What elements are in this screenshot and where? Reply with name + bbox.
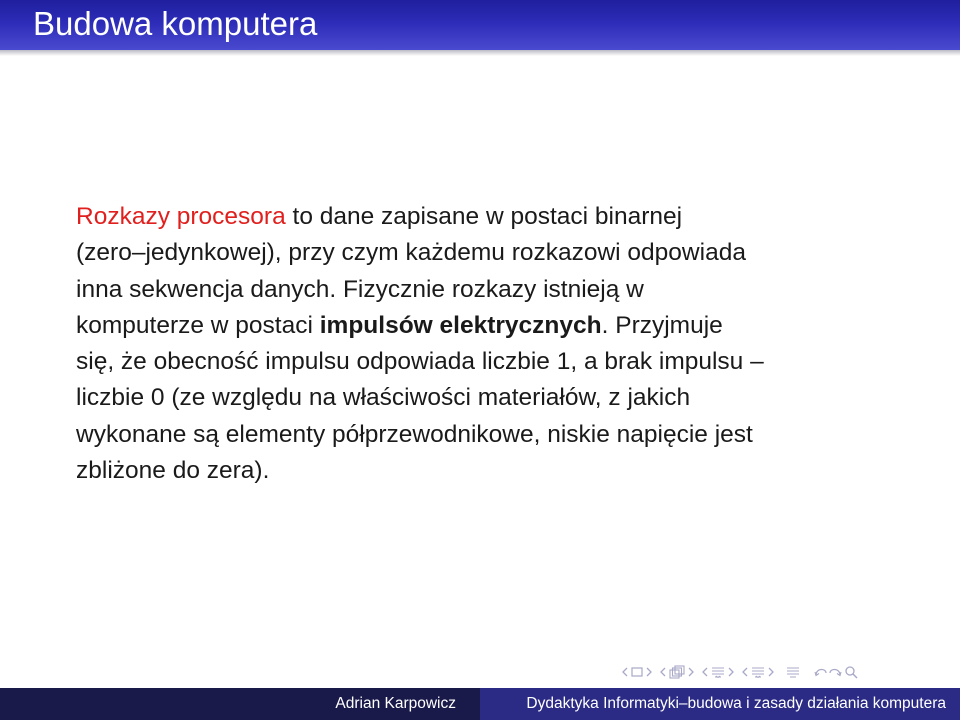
slide-body (76, 199, 896, 489)
body-line-3: inna sekwencja danych. Fizycznie rozkazy istnieją w (76, 275, 644, 303)
slide-title: Budowa komputera (33, 5, 318, 42)
nav-back-icon[interactable] (814, 663, 842, 681)
footer-bar (0, 688, 960, 720)
highlighted-term: Rozkazy procesora (76, 203, 286, 230)
footer-author: Adrian Karpowicz (0, 688, 480, 720)
footer-talk-title: Dydaktyka Informatyki–budowa i zasady działania komputera (480, 688, 960, 720)
nav-subsection-prev-icon[interactable] (660, 663, 666, 681)
nav-section-next-icon[interactable] (728, 663, 734, 681)
beamer-navigation (622, 663, 858, 681)
body-line-5: się, że obecność impulsu odpowiada liczbie 1, a brak impulsu – (76, 348, 764, 376)
nav-doc-prev-icon[interactable] (742, 663, 748, 681)
body-line-8: zbliżone do zera). (76, 457, 270, 485)
header-shadow (0, 50, 960, 56)
nav-frame-prev-icon[interactable] (622, 663, 628, 681)
nav-frame-next-icon[interactable] (646, 663, 652, 681)
search-icon[interactable] (844, 663, 858, 681)
body-line-6: liczbie 0 (ze względu na właściwości materiałów, z jakich (76, 384, 691, 412)
nav-doc-icon[interactable] (751, 663, 765, 681)
nav-doc-next-icon[interactable] (768, 663, 774, 681)
nav-section-prev-icon[interactable] (702, 663, 708, 681)
body-line-2: (zero–jedynkowej), przy czym każdemu rozkazowi odpowiada (76, 239, 746, 267)
nav-section-icon[interactable] (711, 663, 725, 681)
body-text-segment: . Przyjmuje (601, 311, 723, 339)
bold-term: impulsów elektrycznych (319, 311, 602, 339)
body-line-4 (76, 308, 896, 344)
body-text-segment: komputerze w postaci (76, 311, 320, 339)
body-text-segment: to dane zapisane w postaci binarnej (285, 203, 683, 230)
nav-subsection-next-icon[interactable] (688, 663, 694, 681)
nav-section-icon[interactable] (786, 663, 800, 681)
nav-frame-icon[interactable] (631, 663, 643, 681)
body-line-1 (76, 199, 896, 235)
nav-subsection-icon[interactable] (669, 663, 685, 681)
body-line-7: wykonane są elementy półprzewodnikowe, niskie napięcie jest (76, 420, 753, 448)
